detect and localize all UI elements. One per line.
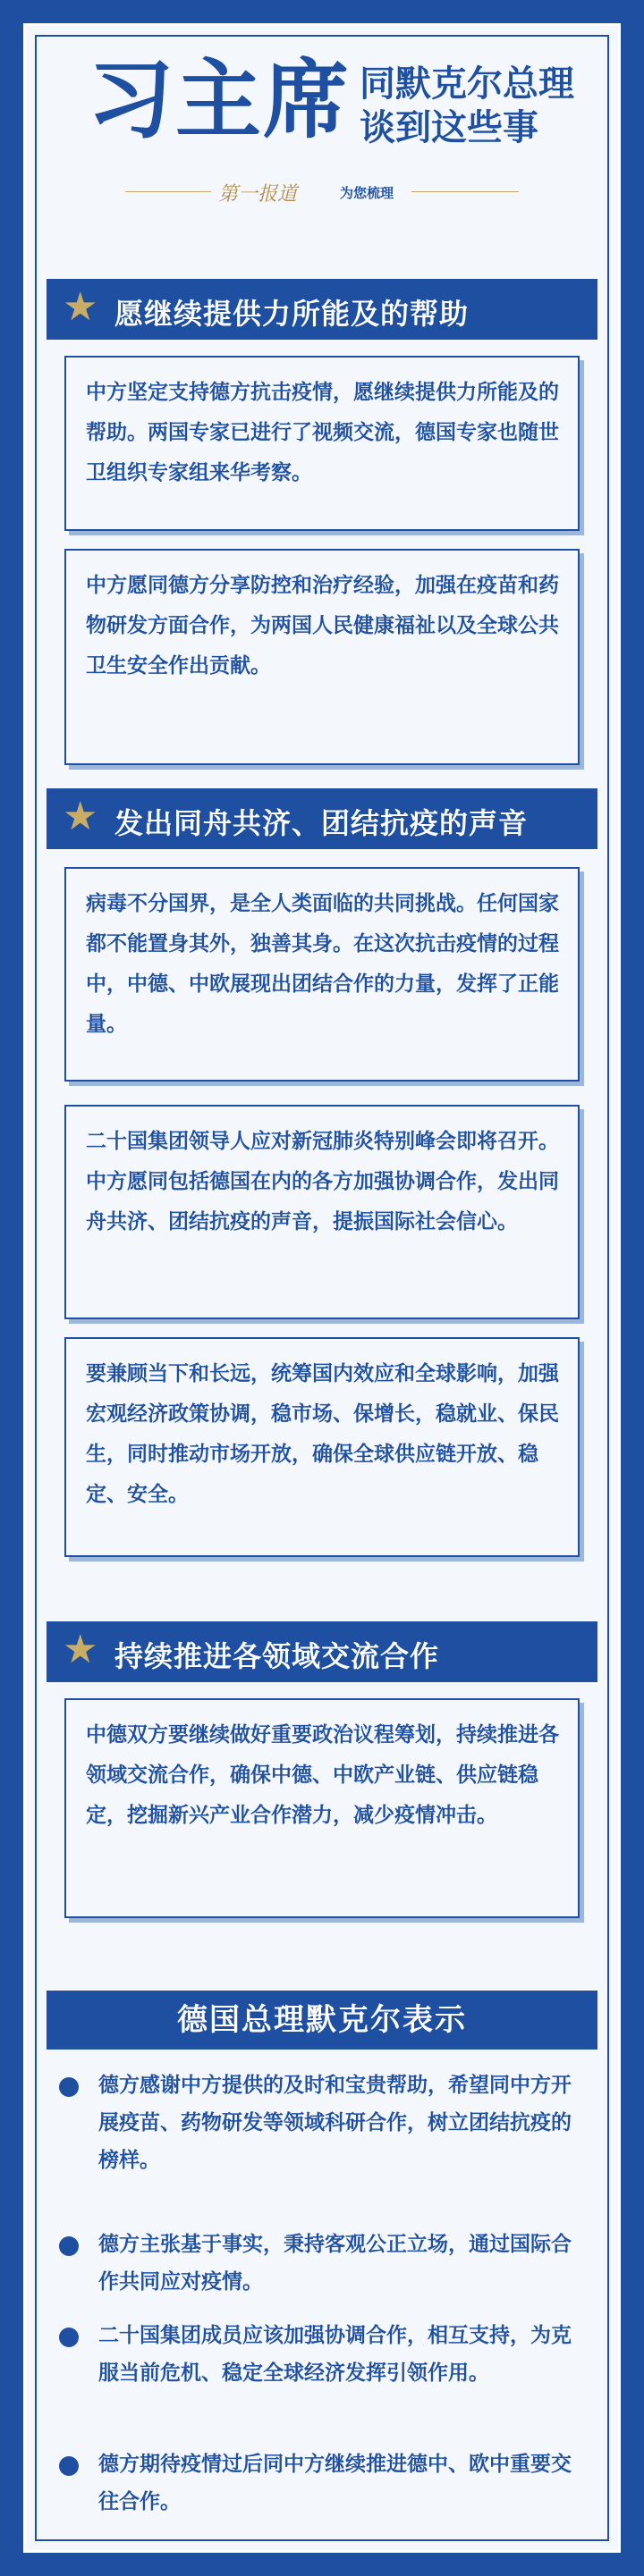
section-title: 持续推进各领域交流合作 [114, 1639, 440, 1673]
merkel-header: 德国总理默克尔表示 [47, 1991, 597, 2050]
headline-main: 习主席 [88, 49, 351, 150]
section-title: 发出同舟共济、团结抗疫的声音 [114, 806, 529, 840]
list-item [54, 2067, 590, 2218]
bullet-dot-icon [59, 2456, 79, 2476]
list-item [54, 2317, 590, 2433]
paragraph: 中方坚定支持德方抗击疫情，愿继续提供力所能及的帮助。两国专家已进行了视频交流，德国专家也随世卫组织专家组来华考察。 [86, 380, 559, 484]
paragraph: 要兼顾当下和长远，统筹国内效应和全球影响，加强宏观经济政策协调，稳市场、保增长，稳就业、保民生，同时推动市场开放，确保全球供应链开放、稳定、安全。 [86, 1361, 559, 1506]
paragraph: 二十国集团领导人应对新冠肺炎特别峰会即将召开。中方愿同包括德国在内的各方加强协调合作，发出同舟共济、团结抗疫的声音，提振国际社会信心。 [86, 1129, 559, 1233]
star-icon: ★ [63, 284, 98, 330]
headline-sub [360, 63, 574, 150]
byline-brand: 第一报道 [218, 183, 298, 206]
list-item [54, 2446, 590, 2526]
star-icon: ★ [63, 1627, 98, 1672]
list-item-text: 德方感谢中方提供的及时和宝贵帮助，希望同中方开展疫苗、药物研发等领域科研合作，树立团结抗疫的榜样。 [98, 2073, 572, 2172]
text-box [64, 1105, 580, 1319]
list-item-text: 二十国集团成员应该加强协调合作，相互支持，为克服当前危机、稳定全球经济发挥引领作用。 [98, 2323, 572, 2385]
section-header-cooperation [47, 1621, 597, 1682]
text-box [64, 1337, 580, 1557]
byline-rule-left [125, 191, 211, 192]
list-item-text: 德方主张基于事实，秉持客观公正立场，通过国际合作共同应对疫情。 [98, 2232, 572, 2294]
paragraph: 中德双方要继续做好重要政治议程筹划，持续推进各领域交流合作，确保中德、中欧产业链、供应链稳定，挖掘新兴产业合作潜力，减少疫情冲击。 [86, 1722, 559, 1827]
section-header-solidarity [47, 788, 597, 849]
text-box [64, 356, 580, 531]
text-box [64, 1698, 580, 1918]
byline [125, 179, 519, 206]
paragraph: 病毒不分国界，是全人类面临的共同挑战。任何国家都不能置身其外，独善其身。在这次抗击疫情的过程中，中德、中欧展现出团结合作的力量，发挥了正能量。 [86, 891, 559, 1036]
byline-tag: 为您梳理 [340, 185, 394, 201]
section-header-help [47, 279, 597, 340]
headline-sub-line1: 同默克尔总理 [360, 63, 574, 105]
byline-rule-right [411, 191, 519, 192]
text-box [64, 867, 580, 1082]
list-item-text: 德方期待疫情过后同中方继续推进德中、欧中重要交往合作。 [98, 2452, 572, 2513]
bullet-dot-icon [59, 2077, 79, 2097]
text-box [64, 549, 580, 765]
bullet-dot-icon [59, 2328, 79, 2347]
list-item [54, 2226, 590, 2306]
bullet-dot-icon [59, 2236, 79, 2256]
star-icon: ★ [63, 794, 98, 839]
headline-sub-line2: 谈到这些事 [360, 105, 538, 148]
paragraph: 中方愿同德方分享防控和治疗经验，加强在疫苗和药物研发方面合作，为两国人民健康福祉以及全球公共卫生安全作出贡献。 [86, 573, 559, 678]
section-title: 愿继续提供力所能及的帮助 [114, 297, 470, 331]
